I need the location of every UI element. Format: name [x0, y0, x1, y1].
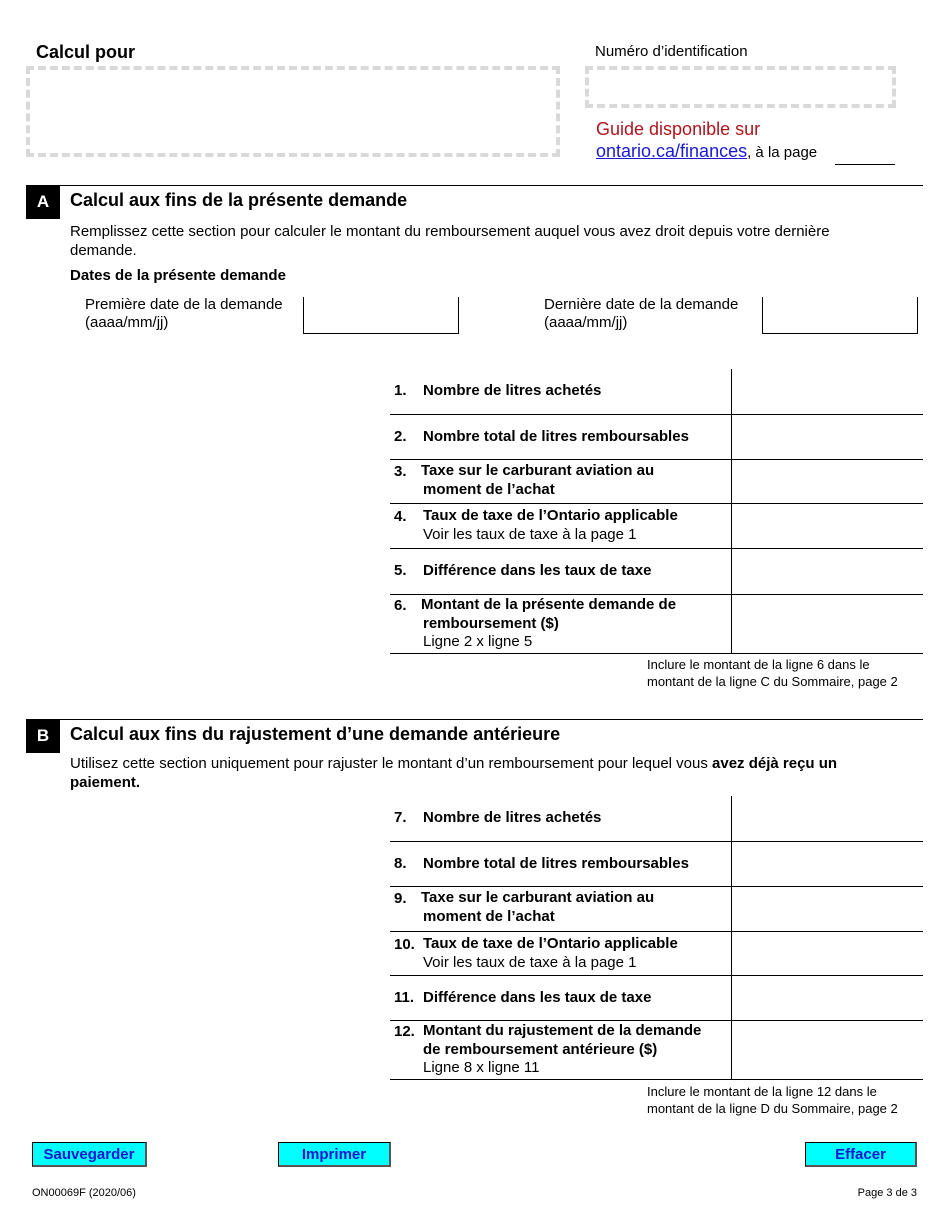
section-a-lines	[390, 369, 923, 654]
section-b-note: Inclure le montant de la ligne 12 dans le montant de la ligne D du Sommaire, page 2	[647, 1084, 898, 1116]
line-11: 11. Différence dans les taux de taxe	[390, 976, 923, 1021]
section-a-note: Inclure le montant de la ligne 6 dans le montant de la ligne C du Sommaire, page 2	[647, 657, 898, 689]
line-6-input[interactable]	[731, 595, 923, 653]
id-number-label: Numéro d’identification	[595, 43, 748, 60]
line-12: 12. Montant du rajustement de la demande de remboursement antérieure ($) Ligne 8 x ligne 11	[390, 1021, 923, 1080]
line-11-input[interactable]	[731, 976, 923, 1020]
page-number: Page 3 de 3	[857, 1187, 917, 1199]
calcul-pour-label: Calcul pour	[36, 42, 136, 62]
line-2-input[interactable]	[731, 415, 923, 459]
section-a-intro: Remplissez cette section pour calculer le montant du remboursement auquel vous avez droit depuis votre dernière demande.	[70, 223, 830, 259]
line-4-input[interactable]	[731, 504, 923, 548]
line-7-input[interactable]	[731, 796, 923, 841]
line-12-input[interactable]	[731, 1021, 923, 1079]
line-2: 2. Nombre total de litres remboursables	[390, 415, 923, 460]
section-b-letter: B	[26, 719, 60, 753]
section-b-rule	[26, 719, 923, 720]
line-10: 10. Taux de taxe de l’Ontario applicable Voir les taux de taxe à la page 1	[390, 932, 923, 976]
id-number-field[interactable]	[585, 66, 896, 108]
line-7: 7. Nombre de litres achetés	[390, 796, 923, 841]
line-4: 4. Taux de taxe de l’Ontario applicable Voir les taux de taxe à la page 1	[390, 504, 923, 549]
section-a-rule	[26, 185, 923, 186]
line-6: 6. Montant de la présente demande de remboursement ($) Ligne 2 x ligne 5	[390, 595, 923, 654]
last-date-input[interactable]	[762, 297, 918, 334]
line-3: 3. Taxe sur le carburant aviation au moment de l’achat	[390, 460, 923, 504]
line-8-input[interactable]	[731, 842, 923, 886]
first-date-label: Première date de la demande (aaaa/mm/jj)	[85, 296, 283, 331]
line-10-input[interactable]	[731, 932, 923, 975]
line-5: 5. Différence dans les taux de taxe	[390, 549, 923, 595]
clear-button[interactable]: Effacer	[805, 1142, 917, 1167]
line-9: 9. Taxe sur le carburant aviation au moment de l’achat	[390, 887, 923, 932]
save-button[interactable]: Sauvegarder	[32, 1142, 147, 1167]
line-1-input[interactable]	[731, 369, 923, 414]
first-date-input[interactable]	[303, 297, 459, 334]
form-code: ON00069F (2020/06)	[32, 1187, 136, 1199]
dates-heading: Dates de la présente demande	[70, 267, 286, 284]
calcul-pour-field[interactable]	[26, 66, 560, 157]
line-3-input[interactable]	[731, 460, 923, 503]
print-button[interactable]: Imprimer	[278, 1142, 391, 1167]
section-a-title: Calcul aux fins de la présente demande	[70, 190, 408, 210]
section-b-lines	[390, 796, 923, 1080]
guide-line	[596, 141, 817, 162]
section-b-title: Calcul aux fins du rajustement d’une demande antérieure	[70, 724, 561, 744]
line-8: 8. Nombre total de litres remboursables	[390, 842, 923, 887]
last-date-label: Dernière date de la demande (aaaa/mm/jj)	[544, 296, 739, 331]
line-5-input[interactable]	[731, 549, 923, 594]
section-b-intro: Utilisez cette section uniquement pour rajuster le montant d’un remboursement pour lequel vous avez déjà reçu un paiement.	[70, 755, 838, 791]
guide-page-blank	[835, 163, 895, 165]
guide-link[interactable]: ontario.ca/finances	[596, 141, 748, 161]
line-9-input[interactable]	[731, 887, 923, 931]
guide-suffix: , à la page	[747, 144, 818, 161]
section-a-letter: A	[26, 185, 60, 219]
guide-text: Guide disponible sur	[596, 119, 761, 139]
line-1: 1. Nombre de litres achetés	[390, 369, 923, 414]
